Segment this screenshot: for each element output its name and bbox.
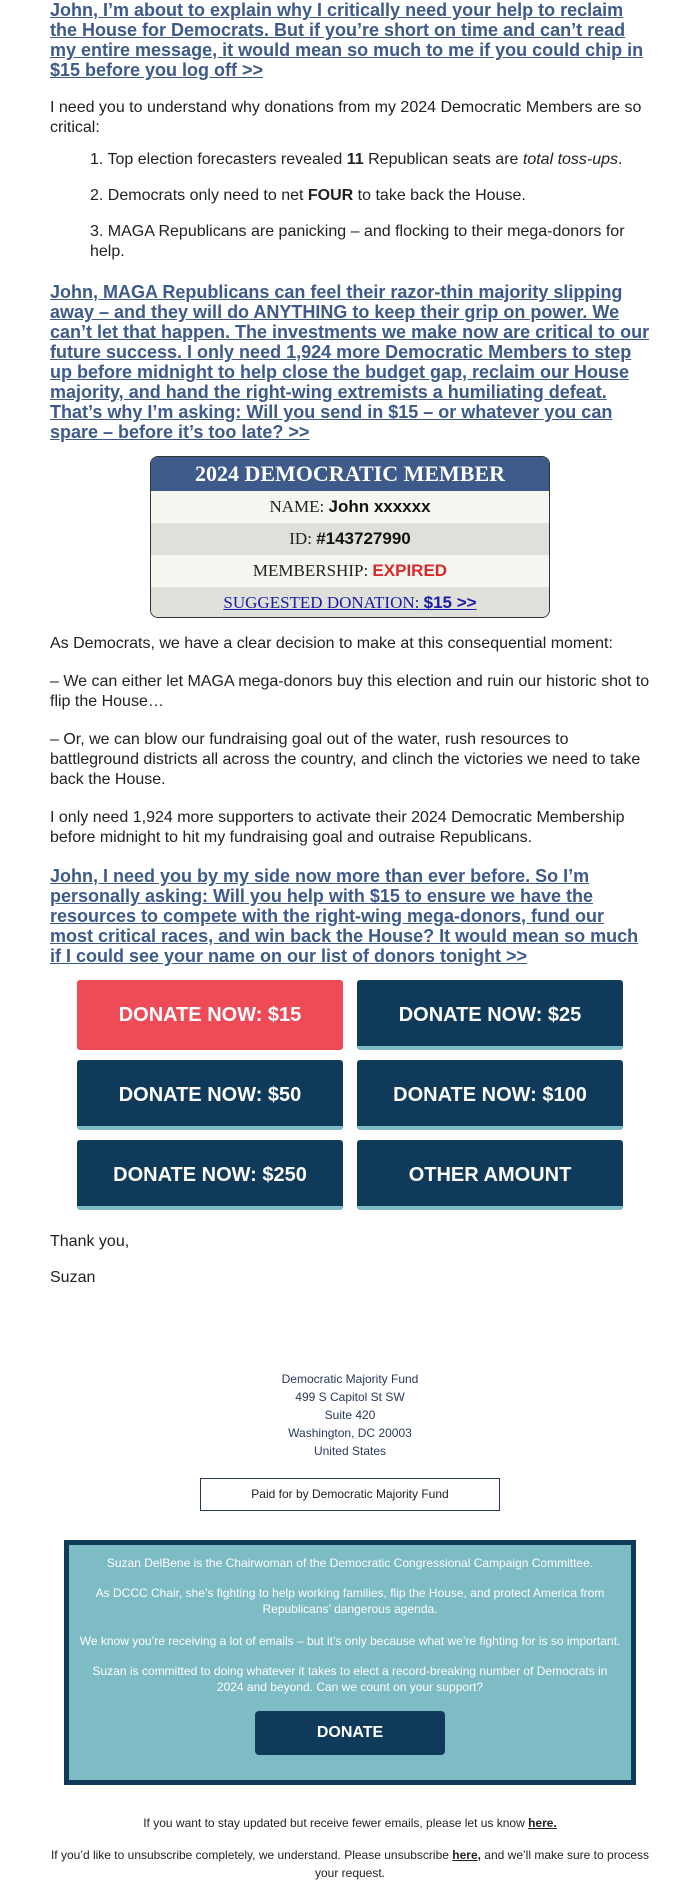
membership-card	[150, 456, 550, 618]
donate-15-button[interactable]: DONATE NOW: $15	[77, 980, 343, 1050]
info-emails: We know you’re receiving a lot of emails – but it’s only because what we’re fighting for is so important.	[79, 1634, 621, 1648]
intro-donate-link[interactable]: John, I’m about to explain why I critically need your help to reclaim the House for Democrats. But if you’re short on time and can’t read my entire message, it would mean so much to me if you could chip in $15 before you log off >>	[50, 0, 644, 80]
address-city: Washington, DC 20003	[288, 1426, 412, 1440]
donate-25-button[interactable]: DONATE NOW: $25	[357, 980, 623, 1050]
other-amount-button[interactable]: OTHER AMOUNT	[357, 1140, 623, 1210]
para-or: – Or, we can blow our fundraising goal out of the water, rush resources to battleground districts all across the country, and clinch the victories we need to take back the House.	[50, 731, 641, 788]
para-why-critical: I need you to understand why donations from my 2024 Democratic Members are so critical:	[50, 99, 642, 136]
signoff-thanks: Thank you,	[50, 1233, 130, 1250]
suggested-donation-link[interactable]: SUGGESTED DONATION: $15 >>	[223, 593, 477, 612]
fewer-emails-note: If you want to stay updated but receive fewer emails, please let us know here.	[143, 1816, 557, 1830]
paid-for-disclaimer: Paid for by Democratic Majority Fund	[200, 1478, 500, 1511]
address-country: United States	[313, 1444, 387, 1458]
unsubscribe-link[interactable]: here,	[452, 1848, 481, 1862]
address-org: Democratic Majority Fund	[281, 1372, 419, 1386]
reason-1: 1. Top election forecasters revealed 11 Republican seats are total toss-ups.	[90, 151, 623, 168]
maga-donate-link[interactable]: John, MAGA Republicans can feel their razor-thin majority slipping away – and they will do ANYTHING to keep their grip on power. We can’t let that happen. The investments we make now are critical to our future success. I only need 1,924 more Democratic Members to step up before midnight to help close the budget gap, reclaim our House majority, and hand the right-wing extremists a humiliating defeat. That’s why I’m asking: Will you send in $15 – or whatever you can spare – before it’s too late? >>	[50, 282, 650, 442]
reasons-list	[50, 150, 650, 278]
card-name-row: NAME: John xxxxxx	[151, 491, 549, 523]
donate-100-button[interactable]: DONATE NOW: $100	[357, 1060, 623, 1130]
membership-status: EXPIRED	[372, 561, 448, 580]
para-either: – We can either let MAGA mega-donors buy this election and ruin our historic shot to flip the House…	[50, 673, 650, 710]
info-committed: Suzan is committed to doing whatever it takes to elect a record-breaking number of Democrats in 2024 and beyond. Can we count on your support?	[92, 1664, 608, 1694]
para-decision: As Democrats, we have a clear decision to make at this consequential moment:	[50, 635, 613, 652]
address-street: 499 S Capitol St SW	[295, 1390, 405, 1404]
fewer-emails-link[interactable]: here.	[528, 1816, 557, 1830]
signoff-name: Suzan	[50, 1269, 96, 1286]
card-title: 2024 DEMOCRATIC MEMBER	[151, 457, 549, 491]
card-id-row: ID: #143727990	[151, 523, 549, 555]
para-need-supporters: I only need 1,924 more supporters to activate their 2024 Democratic Membership before midnight to hit my fundraising goal and outraise Republicans.	[50, 809, 625, 846]
side-donate-link[interactable]: John, I need you by my side now more than ever before. So I’m personally asking: Will you help with $15 to ensure we have the resources to compete with the right-wing mega-donors, fund our most critical races, and win back the House? It would mean so much if I could see your name on our list of donors tonight >>	[50, 866, 639, 966]
member-name: John xxxxxx	[328, 497, 431, 516]
info-chair: Suzan DelBene is the Chairwoman of the Democratic Congressional Campaign Committee.	[106, 1556, 594, 1570]
card-suggested-row	[151, 587, 549, 618]
donate-50-button[interactable]: DONATE NOW: $50	[77, 1060, 343, 1130]
reason-3: 3. MAGA Republicans are panicking – and flocking to their mega-donors for help.	[90, 223, 625, 260]
reason-2: 2. Democrats only need to net FOUR to take back the House.	[90, 187, 526, 204]
donate-250-button[interactable]: DONATE NOW: $250	[77, 1140, 343, 1210]
info-fighting: As DCCC Chair, she’s fighting to help working families, flip the House, and protect America from Republicans’ dangerous agenda.	[95, 1586, 605, 1616]
member-id: #143727990	[316, 529, 411, 548]
unsubscribe-note: If you’d like to unsubscribe completely, we understand. Please unsubscribe here, and we’ll make sure to process your request.	[50, 1848, 650, 1880]
donate-button[interactable]: DONATE	[255, 1711, 445, 1755]
card-membership-row: MEMBERSHIP: EXPIRED	[151, 555, 549, 587]
footer-address	[0, 1370, 700, 1460]
dccc-info-box	[64, 1540, 636, 1785]
address-suite: Suite 420	[324, 1408, 376, 1422]
